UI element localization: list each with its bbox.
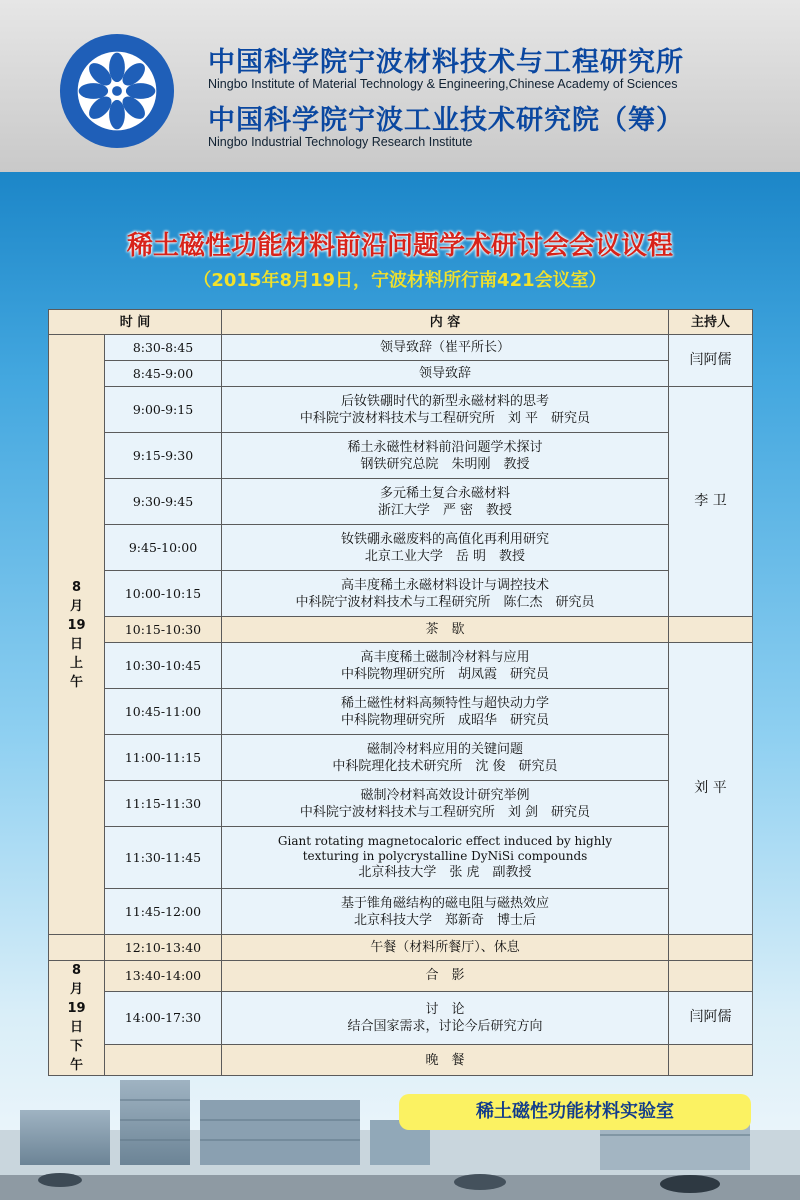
chair-column-header: 主持人 (669, 310, 753, 335)
session-speaker: 钢铁研究总院 朱明刚 教授 (360, 456, 530, 472)
table-row (49, 889, 753, 935)
table-row-break (49, 935, 753, 961)
session-speaker: 中科院物理研究所 成昭华 研究员 (340, 712, 549, 728)
session-chair: 闫阿儒 (669, 335, 753, 387)
session-content (222, 827, 669, 889)
session-time: 9:00-9:15 (105, 387, 222, 433)
header-banner (0, 0, 800, 172)
org1-chinese-name: 中国科学院宁波材料技术与工程研究所 (208, 47, 684, 78)
table-row (49, 827, 753, 889)
session-topic: 合 影 (425, 968, 465, 984)
table-row (49, 991, 753, 1045)
session-topic: 后钕铁硼时代的新型永磁材料的思考 (340, 393, 549, 409)
table-row (49, 433, 753, 479)
table-row (49, 781, 753, 827)
table-row (49, 387, 753, 433)
table-row (49, 689, 753, 735)
session-content (222, 571, 669, 617)
session-speaker: 北京科技大学 郑新奇 博士后 (353, 912, 536, 928)
session-speaker: 北京工业大学 岳 明 教授 (364, 548, 526, 564)
session-time: 11:00-11:15 (105, 735, 222, 781)
table-row (49, 735, 753, 781)
day-label-char: 日 (69, 1020, 83, 1035)
session-time: 11:15-11:30 (105, 781, 222, 827)
session-topic: 领导致辞 (418, 366, 471, 381)
session-topic: 稀土永磁性材料前沿问题学术探讨 (347, 439, 543, 455)
session-content (222, 689, 669, 735)
session-content (222, 889, 669, 935)
org2-chinese-name: 中国科学院宁波工业技术研究院（筹） (208, 105, 684, 136)
table-row (49, 335, 753, 361)
day-label-char: 月 (69, 982, 83, 997)
day-label-char: 月 (69, 598, 83, 614)
session-speaker: 北京科技大学 张 虎 副教授 (358, 865, 532, 880)
day-label-char: 8 (71, 579, 82, 595)
empty-chair-cell (669, 617, 753, 643)
cas-logo-icon (58, 32, 176, 150)
time-column-header: 时 间 (49, 310, 222, 335)
table-row (49, 479, 753, 525)
day-label-char: 午 (69, 674, 83, 690)
session-time: 13:40-14:00 (105, 961, 222, 992)
session-time: 11:45-12:00 (105, 889, 222, 935)
session-content (222, 433, 669, 479)
session-topic: 领导致辞（崔平所长） (379, 340, 510, 355)
session-topic: 磁制冷材料应用的关键问题 (366, 741, 523, 757)
session-content (222, 935, 669, 961)
session-time: 11:30-11:45 (105, 827, 222, 889)
session-time: 10:45-11:00 (105, 689, 222, 735)
day-label-char: 19 (67, 1001, 86, 1016)
session-speaker: 中科院宁波材料技术与工程研究所 刘 剑 研究员 (299, 804, 591, 820)
empty-day-cell (49, 935, 105, 961)
session-content (222, 335, 669, 361)
session-topic: 晚 餐 (425, 1052, 465, 1068)
session-content (222, 525, 669, 571)
session-time: 12:10-13:40 (105, 935, 222, 961)
empty-chair-cell (669, 961, 753, 992)
table-row-break (49, 617, 753, 643)
session-chair: 闫阿儒 (669, 991, 753, 1045)
session-speaker: 中科院理化技术研究所 沈 俊 研究员 (332, 758, 558, 774)
session-time: 10:00-10:15 (105, 571, 222, 617)
session-topic: 稀土磁性材料高频特性与超快动力学 (340, 695, 549, 711)
session-topic-en-line1: Giant rotating magnetocaloric effect induced by highly (277, 834, 613, 848)
session-time: 8:45-9:00 (105, 361, 222, 387)
table-header-row (49, 310, 753, 335)
session-time: 9:45-10:00 (105, 525, 222, 571)
session-content (222, 781, 669, 827)
campus-buildings-illustration (0, 1070, 800, 1200)
morning-day-label (49, 335, 105, 935)
session-topic: 高丰度稀土磁制冷材料与应用 (360, 649, 530, 665)
page-subtitle: （2015年8月19日，宁波材料所行南421会议室） (193, 270, 607, 291)
session-content (222, 991, 669, 1045)
day-label-char: 日 (69, 636, 83, 652)
session-content (222, 961, 669, 992)
session-speaker: 结合国家需求，讨论今后研究方向 (347, 1018, 543, 1034)
session-topic: 讨 论 (425, 1001, 465, 1017)
session-topic-en-line2: texturing in polycrystalline DyNiSi compounds (302, 849, 588, 863)
session-time: 10:30-10:45 (105, 643, 222, 689)
session-content (222, 643, 669, 689)
day-label-char: 19 (67, 617, 86, 633)
session-topic: 基于锥角磁结构的磁电阻与磁热效应 (340, 895, 549, 911)
content-column-header: 内 容 (222, 310, 669, 335)
session-time: 14:00-17:30 (105, 991, 222, 1045)
session-topic: 钕铁硼永磁废料的高值化再利用研究 (340, 531, 549, 547)
session-topic: 茶 歇 (425, 622, 465, 637)
org1-english-name: Ningbo Institute of Material Technology & Engineering,Chinese Academy of Sciences (208, 77, 678, 91)
session-topic: 磁制冷材料高效设计研究举例 (360, 787, 530, 803)
lab-name-label: 稀土磁性功能材料实验室 (399, 1094, 751, 1130)
page-title: 稀土磁性功能材料前沿问题学术研讨会会议议程 (126, 231, 673, 261)
session-speaker: 中科院宁波材料技术与工程研究所 陈仁杰 研究员 (295, 594, 595, 610)
session-content (222, 361, 669, 387)
session-content (222, 735, 669, 781)
session-time: 10:15-10:30 (105, 617, 222, 643)
session-content (222, 479, 669, 525)
session-speaker: 中科院宁波材料技术与工程研究所 刘 平 研究员 (299, 410, 591, 426)
session-time: 8:30-8:45 (105, 335, 222, 361)
session-speaker: 中科院物理研究所 胡凤霞 研究员 (340, 666, 549, 682)
session-speaker: 浙江大学 严 密 教授 (377, 502, 513, 518)
session-time: 9:15-9:30 (105, 433, 222, 479)
table-row (49, 361, 753, 387)
day-label-char: 上 (69, 655, 83, 671)
session-topic: 高丰度稀土永磁材料设计与调控技术 (340, 577, 549, 593)
session-chair: 刘 平 (669, 643, 753, 935)
session-topic: 多元稀土复合永磁材料 (379, 485, 510, 501)
day-label-char: 下 (69, 1039, 83, 1054)
table-row (49, 643, 753, 689)
session-chair: 李 卫 (669, 387, 753, 617)
day-label-char: 8 (71, 963, 82, 978)
agenda-table (48, 309, 753, 1076)
session-time: 9:30-9:45 (105, 479, 222, 525)
table-row (49, 961, 753, 992)
afternoon-day-label (49, 961, 105, 1076)
day-label-char: 午 (69, 1058, 83, 1073)
org2-english-name: Ningbo Industrial Technology Research Institute (208, 135, 473, 149)
session-content (222, 617, 669, 643)
table-row (49, 525, 753, 571)
empty-chair-cell (669, 935, 753, 961)
table-row (49, 571, 753, 617)
session-content (222, 387, 669, 433)
session-topic: 午餐（材料所餐厅）、休息 (370, 940, 520, 955)
